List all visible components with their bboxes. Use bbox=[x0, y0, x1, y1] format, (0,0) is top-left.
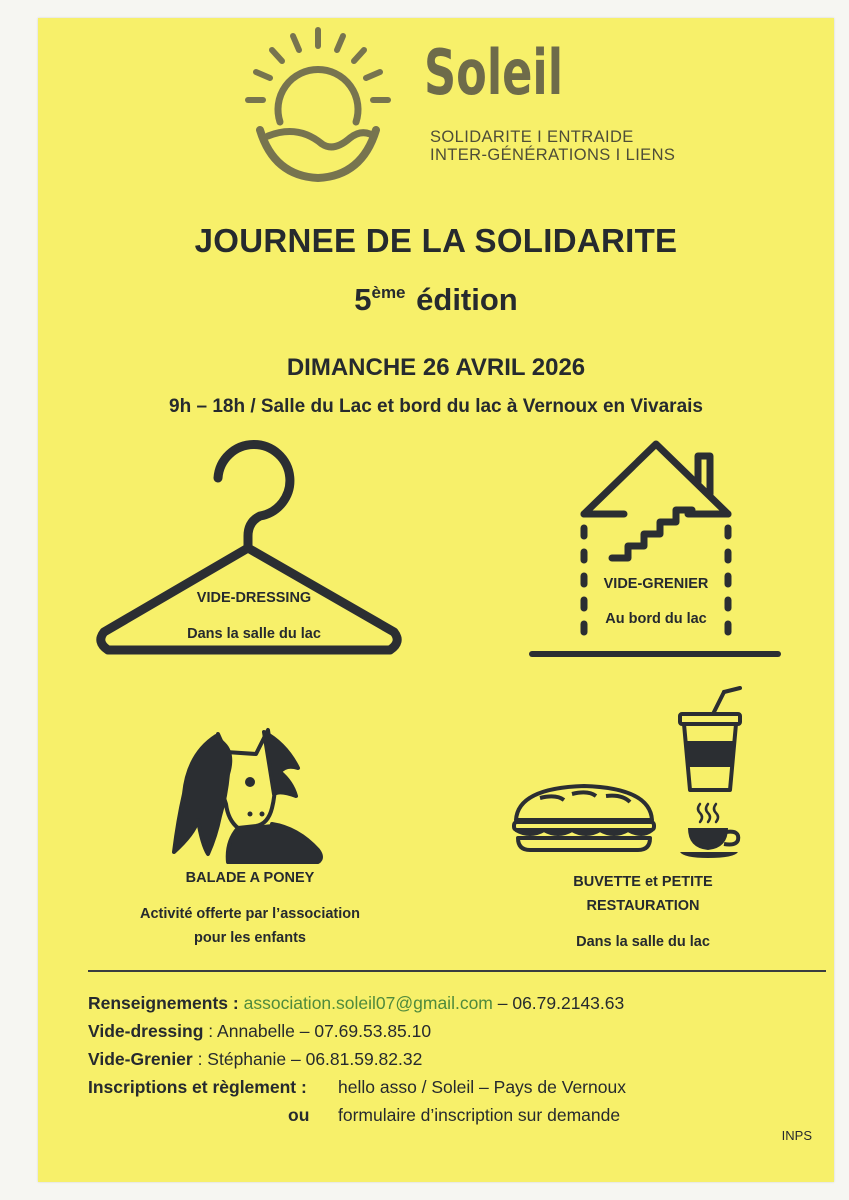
contact-dressing-row bbox=[88, 1021, 431, 1042]
vide-dressing-location: Dans la salle du lac bbox=[187, 626, 321, 642]
logo-tagline-2: INTER-GÉNÉRATIONS I LIENS bbox=[430, 146, 676, 164]
event-title: JOURNEE DE LA SOLIDARITE bbox=[194, 222, 678, 259]
buvette-location: Dans la salle du lac bbox=[576, 934, 710, 950]
or-label-text: ou bbox=[288, 1105, 310, 1125]
poney-description-1: Activité offerte par l’association bbox=[140, 906, 360, 922]
house-attic-icon bbox=[528, 436, 788, 666]
logo-wordmark: Soleil bbox=[424, 36, 564, 109]
event-date: DIMANCHE 26 AVRIL 2026 bbox=[286, 354, 586, 381]
poney-label: BALADE A PONEY bbox=[185, 870, 315, 886]
grenier-label: Vide-Grenier bbox=[88, 1049, 193, 1069]
contact-info-row bbox=[88, 993, 624, 1014]
footer-code: INPS bbox=[781, 1128, 812, 1143]
sandwich-icon bbox=[510, 780, 658, 854]
info-phone: – 06.79.2143.63 bbox=[492, 993, 625, 1013]
vide-dressing-label: VIDE-DRESSING bbox=[196, 590, 312, 606]
takeaway-cup-icon bbox=[674, 686, 746, 796]
inscription-label: Inscriptions et règlement : bbox=[88, 1077, 307, 1097]
vide-grenier-label: VIDE-GRENIER bbox=[603, 576, 709, 592]
logo-tagline-1: SOLIDARITE I ENTRAIDE bbox=[430, 128, 634, 146]
section-divider bbox=[88, 970, 826, 972]
buvette-label-2: RESTAURATION bbox=[586, 898, 700, 914]
inscription-row bbox=[88, 1077, 307, 1098]
buvette-label-1: BUVETTE et PETITE bbox=[573, 874, 713, 890]
info-label: Renseignements bbox=[88, 993, 229, 1013]
info-email-link[interactable]: association.soleil07@gmail.com bbox=[243, 993, 493, 1013]
poney-description-2: pour les enfants bbox=[194, 930, 306, 946]
edition-word: édition bbox=[416, 282, 518, 317]
dressing-value: : Annabelle – 07.69.53.85.10 bbox=[203, 1021, 432, 1041]
event-hours-place: 9h – 18h / Salle du Lac et bord du lac à Vernoux en Vivarais bbox=[169, 396, 703, 417]
contact-grenier-row bbox=[88, 1049, 422, 1070]
edition-line bbox=[38, 282, 834, 318]
sun-hands-logo-icon bbox=[238, 26, 398, 186]
dressing-label: Vide-dressing bbox=[88, 1021, 204, 1041]
edition-superscript: ème bbox=[371, 283, 406, 302]
inscription-value: hello asso / Soleil – Pays de Vernoux bbox=[338, 1077, 626, 1097]
info-separator: : bbox=[228, 993, 244, 1013]
flyer-page bbox=[38, 18, 834, 1182]
vide-grenier-location: Au bord du lac bbox=[605, 611, 707, 627]
grenier-value: : Stéphanie – 06.81.59.82.32 bbox=[192, 1049, 423, 1069]
coffee-cup-icon bbox=[678, 800, 748, 862]
pony-icon bbox=[168, 724, 328, 864]
or-value: formulaire d’inscription sur demande bbox=[338, 1105, 621, 1125]
edition-number: 5 bbox=[354, 282, 372, 317]
or-label bbox=[288, 1105, 309, 1126]
